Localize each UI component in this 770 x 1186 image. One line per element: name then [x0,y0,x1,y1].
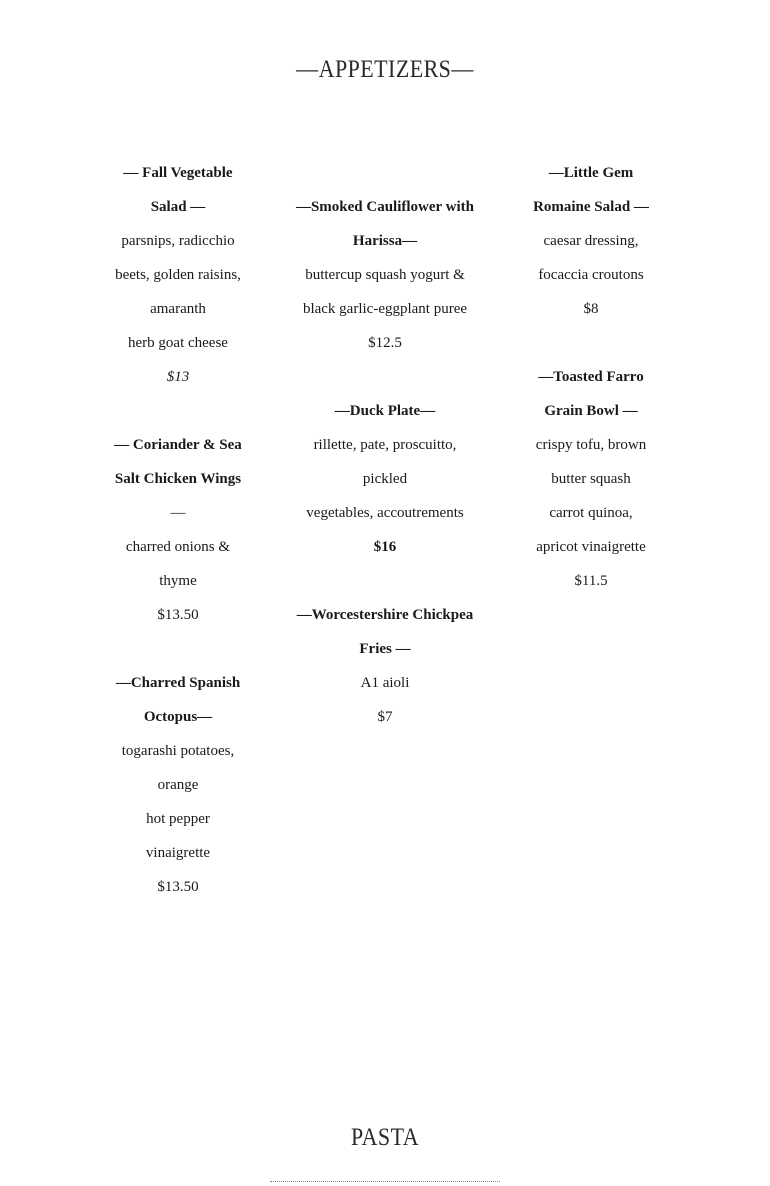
menu-item [98,156,258,394]
dish-name-line: — [170,505,186,521]
dish-name-line: Grain Bowl — [544,403,638,419]
dish-description: crispy tofu, brown [535,437,647,453]
dish-price: $12.5 [368,335,402,351]
dish-name-line: — Fall Vegetable [123,165,233,181]
menu-item [284,190,486,360]
dish-description: caesar dressing, [543,233,639,249]
menu-item [98,666,258,904]
dish-description: buttercup squash yogurt & [305,267,465,283]
dish-description: herb goat cheese [128,335,228,351]
dish-name [98,666,258,734]
dish-description: black garlic-eggplant puree [302,301,468,317]
dish-name-line: Romaine Salad — [533,199,649,215]
dish-name-line: Fries — [359,641,411,657]
dish-description: vegetables, accoutrements [306,505,464,521]
dish-description: vinaigrette [145,845,211,861]
dish-price: $13 [166,369,190,385]
dish-name-line: — Coriander & Sea [114,437,242,453]
dish-description: beets, golden raisins, [115,267,241,283]
dish-price: $7 [377,709,393,725]
menu-column-left [98,156,258,904]
dish-description: rillette, pate, proscuitto, [313,437,457,453]
dish-name [284,190,486,258]
dish-name [520,156,662,224]
dish-name-line: —Worcestershire Chickpea [296,607,474,623]
dish-name-line: —Charred Spanish [115,675,241,691]
dish-description: amaranth [150,301,206,317]
menu-item [284,598,486,734]
dish-name [98,156,258,224]
dish-description: A1 aioli [360,675,410,691]
dish-price: $16 [373,539,397,555]
dish-description: orange [157,777,199,793]
dish-description: butter squash [551,471,631,487]
appetizers-heading: —APPETIZERS— [296,56,474,83]
dish-name [98,428,258,530]
dish-name [284,598,486,666]
menu-item [520,360,662,598]
dish-name-line: —Little Gem [548,165,634,181]
dish-description: focaccia croutons [538,267,644,283]
dish-name-line: —Smoked Cauliflower with [295,199,475,215]
dish-description: carrot quinoa, [549,505,633,521]
menu-item [520,156,662,326]
dish-price: $13.50 [157,879,199,895]
menu-column-middle [284,190,486,734]
dish-name-line: Salad — [150,199,206,215]
dish-description: apricot vinaigrette [536,539,646,555]
dish-description: hot pepper [146,811,210,827]
dish-name-line: Octopus— [143,709,213,725]
menu-item [98,428,258,632]
dish-description: charred onions & [125,539,231,555]
decorative-divider [270,1181,500,1186]
dish-name-line: Harissa— [352,233,418,249]
dish-name-line: —Toasted Farro [538,369,644,385]
dish-name-line: —Duck Plate— [334,403,436,419]
menu-column-right [520,156,662,598]
dish-description: pickled [362,471,408,487]
dish-price: $13.50 [157,607,199,623]
dish-name [284,394,486,428]
menu-item [284,394,486,564]
dish-description: parsnips, radicchio [121,233,235,249]
dish-price: $8 [583,301,599,317]
dish-description: thyme [159,573,197,589]
pasta-heading: PASTA [350,1124,420,1151]
dish-description: togarashi potatoes, [121,743,235,759]
dish-name [520,360,662,428]
dish-price: $11.5 [574,573,608,589]
dish-name-line: Salt Chicken Wings [114,471,242,487]
